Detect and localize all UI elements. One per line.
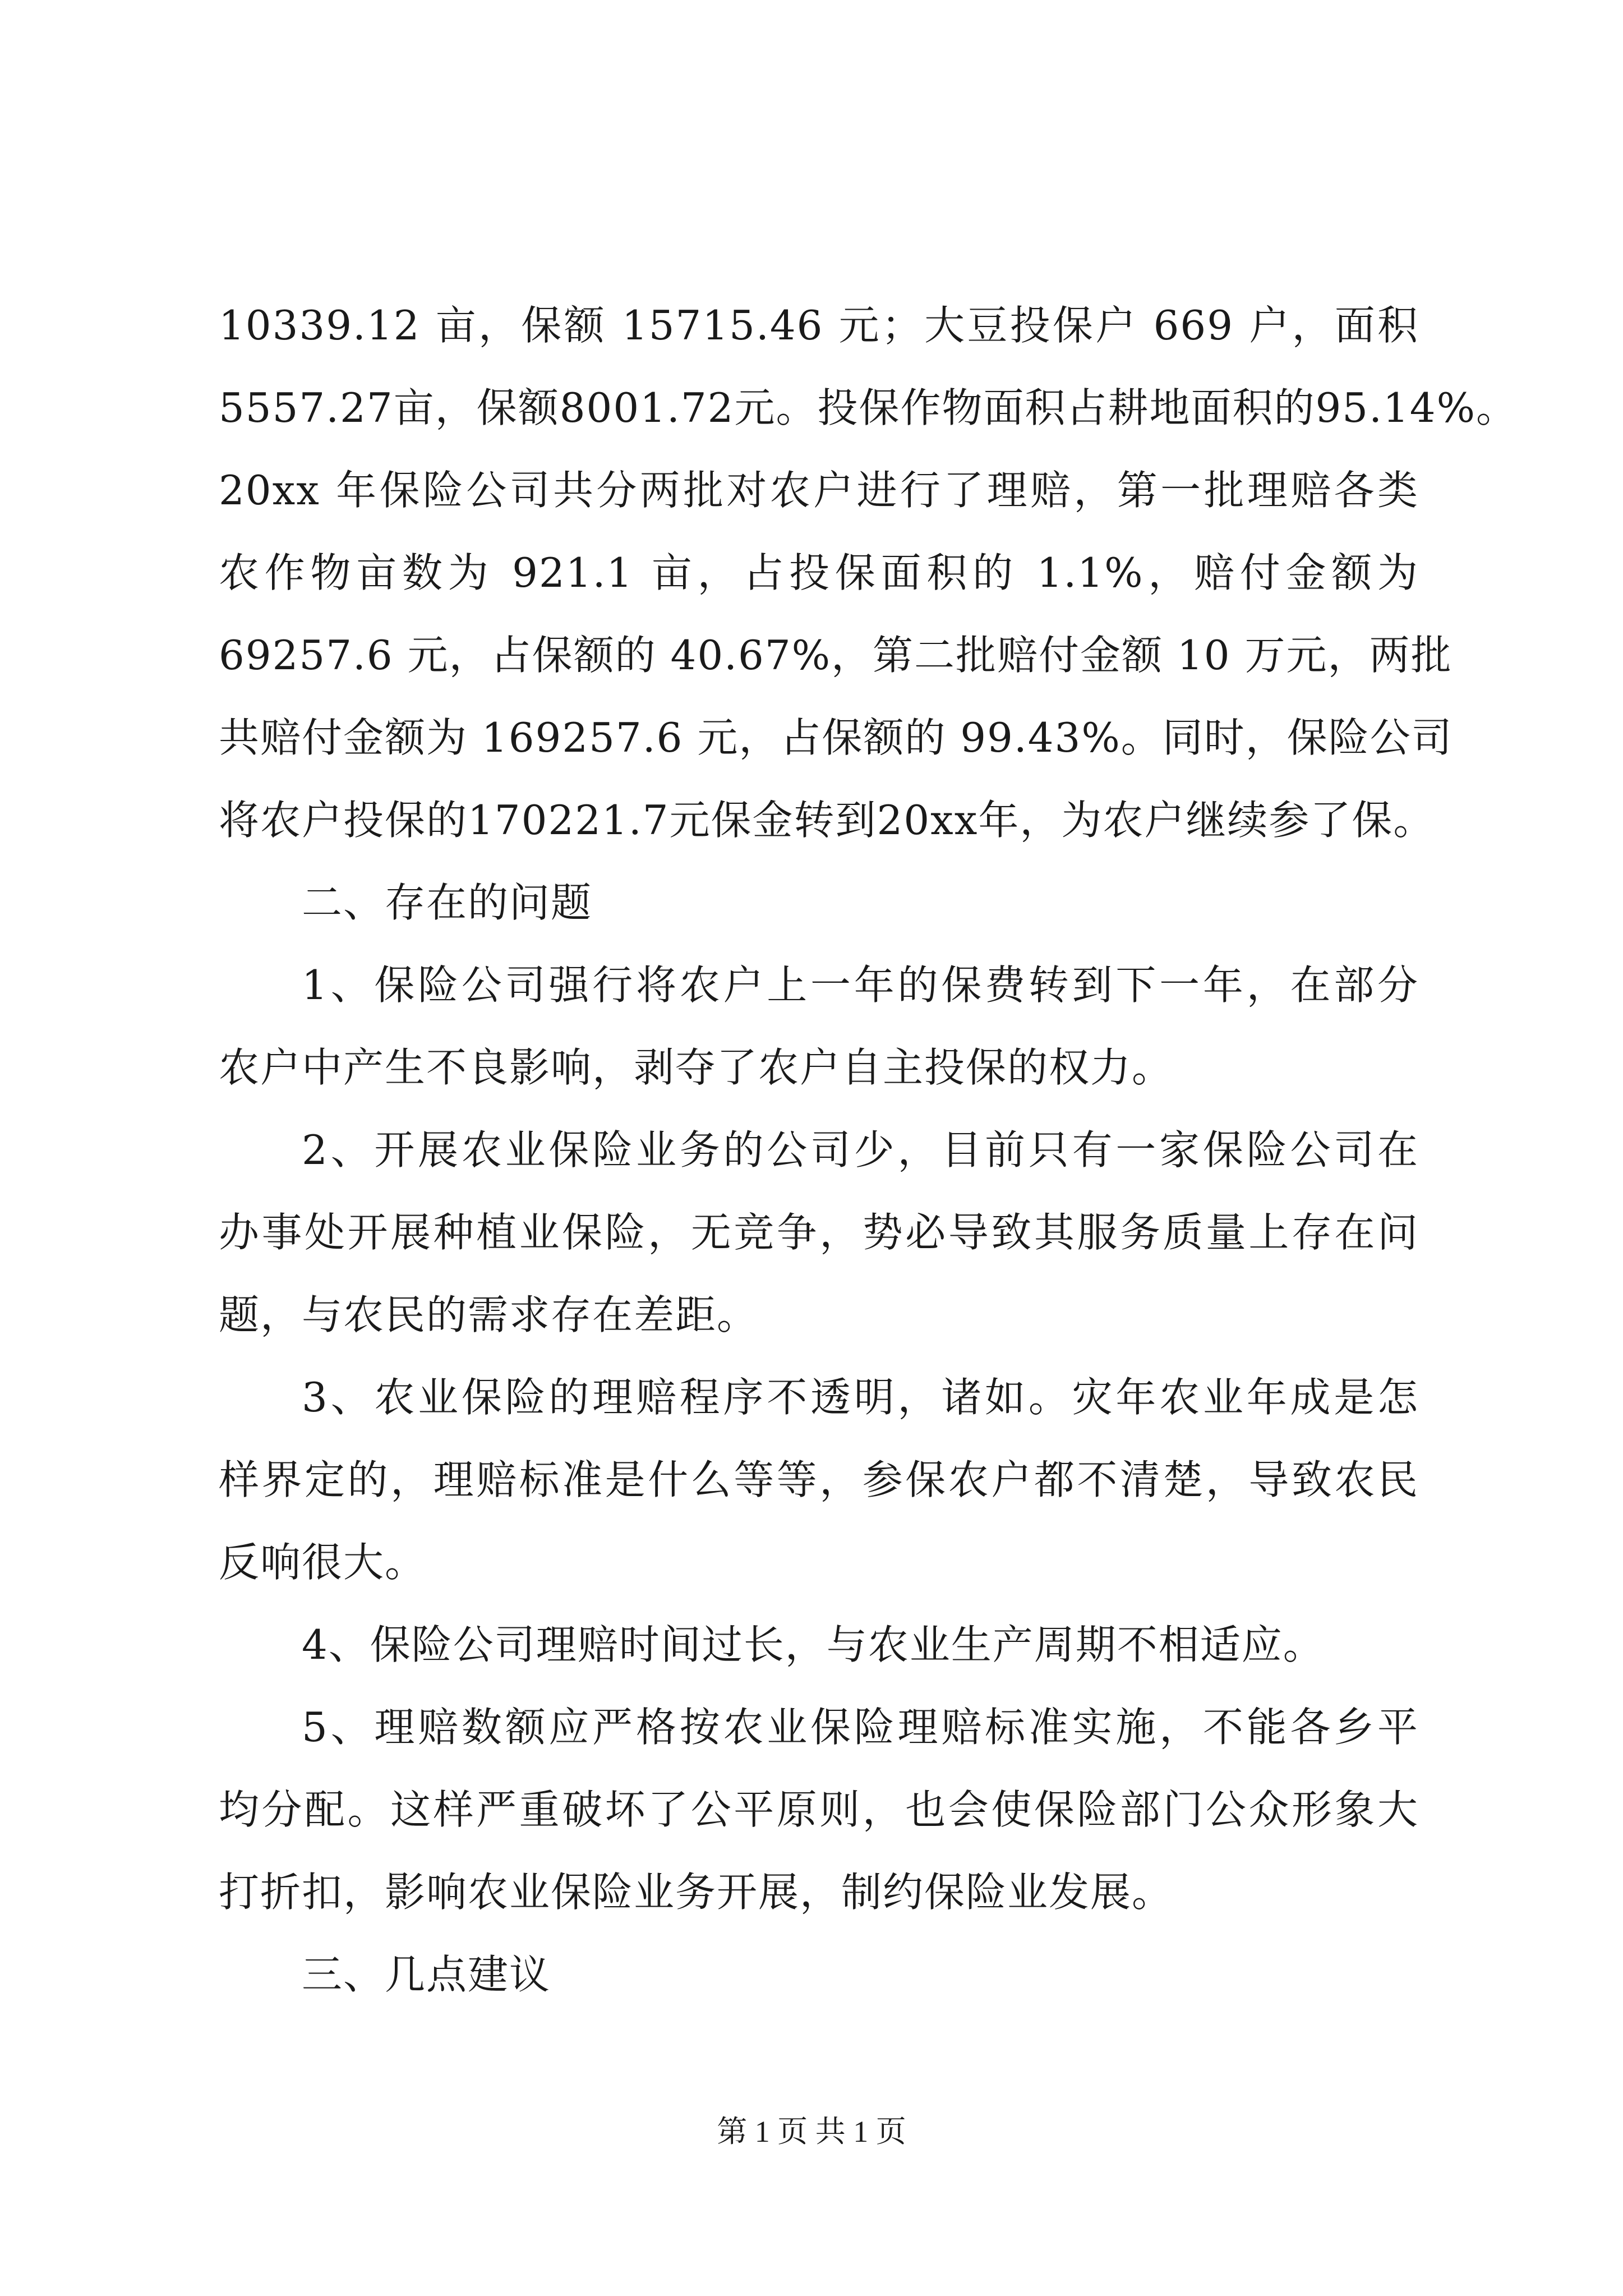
body-line-1: 10339.12 亩，保额 15715.46 元；大豆投保户 669 户，面积 (219, 302, 1419, 349)
problem-5-line-3: 打折扣，影响农业保险业务开展，制约保险业发展。 (219, 1869, 1174, 1916)
section-heading-suggestions: 三、几点建议 (302, 1951, 551, 1998)
problem-2-line-2: 办事处开展种植业保险，无竞争，势必导致其服务质量上存在问 (219, 1209, 1419, 1256)
problem-3-line-1: 3、农业保险的理赔程序不透明，诸如。灾年农业年成是怎 (302, 1374, 1419, 1421)
problem-4-line-1: 4、保险公司理赔时间过长，与农业生产周期不相适应。 (302, 1621, 1325, 1668)
problem-2-line-1: 2、开展农业保险业务的公司少，目前只有一家保险公司在 (302, 1126, 1419, 1174)
body-line-7: 将农户投保的170221.7元保金转到20xx年，为农户继续参了保。 (219, 797, 1435, 844)
body-line-6: 共赔付金额为 169257.6 元，占保额的 99.43%。同时，保险公司 (219, 714, 1453, 761)
body-line-4: 农作物亩数为 921.1 亩，占投保面积的 1.1%，赔付金额为 (219, 549, 1419, 596)
problem-1-line-1: 1、保险公司强行将农户上一年的保费转到下一年，在部分 (302, 961, 1419, 1009)
problem-2-line-3: 题，与农民的需求存在差距。 (219, 1291, 759, 1338)
problem-1-line-2: 农户中产生不良影响，剥夺了农户自主投保的权力。 (219, 1044, 1174, 1091)
problem-5-line-1: 5、理赔数额应严格按农业保险理赔标准实施，不能各乡平 (302, 1704, 1419, 1751)
section-heading-problems: 二、存在的问题 (302, 879, 593, 926)
page-footer: 第 1 页 共 1 页 (717, 2115, 906, 2148)
body-line-5: 69257.6 元，占保额的 40.67%，第二批赔付金额 10 万元，两批 (219, 632, 1453, 679)
problem-5-line-2: 均分配。这样严重破坏了公平原则，也会使保险部门公众形象大 (219, 1786, 1419, 1833)
body-line-2: 5557.27亩，保额8001.72元。投保作物面积占耕地面积的95.14%。 (219, 384, 1518, 431)
problem-3-line-3: 反响很大。 (219, 1539, 427, 1586)
body-line-3: 20xx 年保险公司共分两批对农户进行了理赔，第一批理赔各类 (219, 467, 1419, 514)
problem-3-line-2: 样界定的，理赔标准是什么等等，参保农户都不清楚，导致农民 (219, 1456, 1419, 1503)
